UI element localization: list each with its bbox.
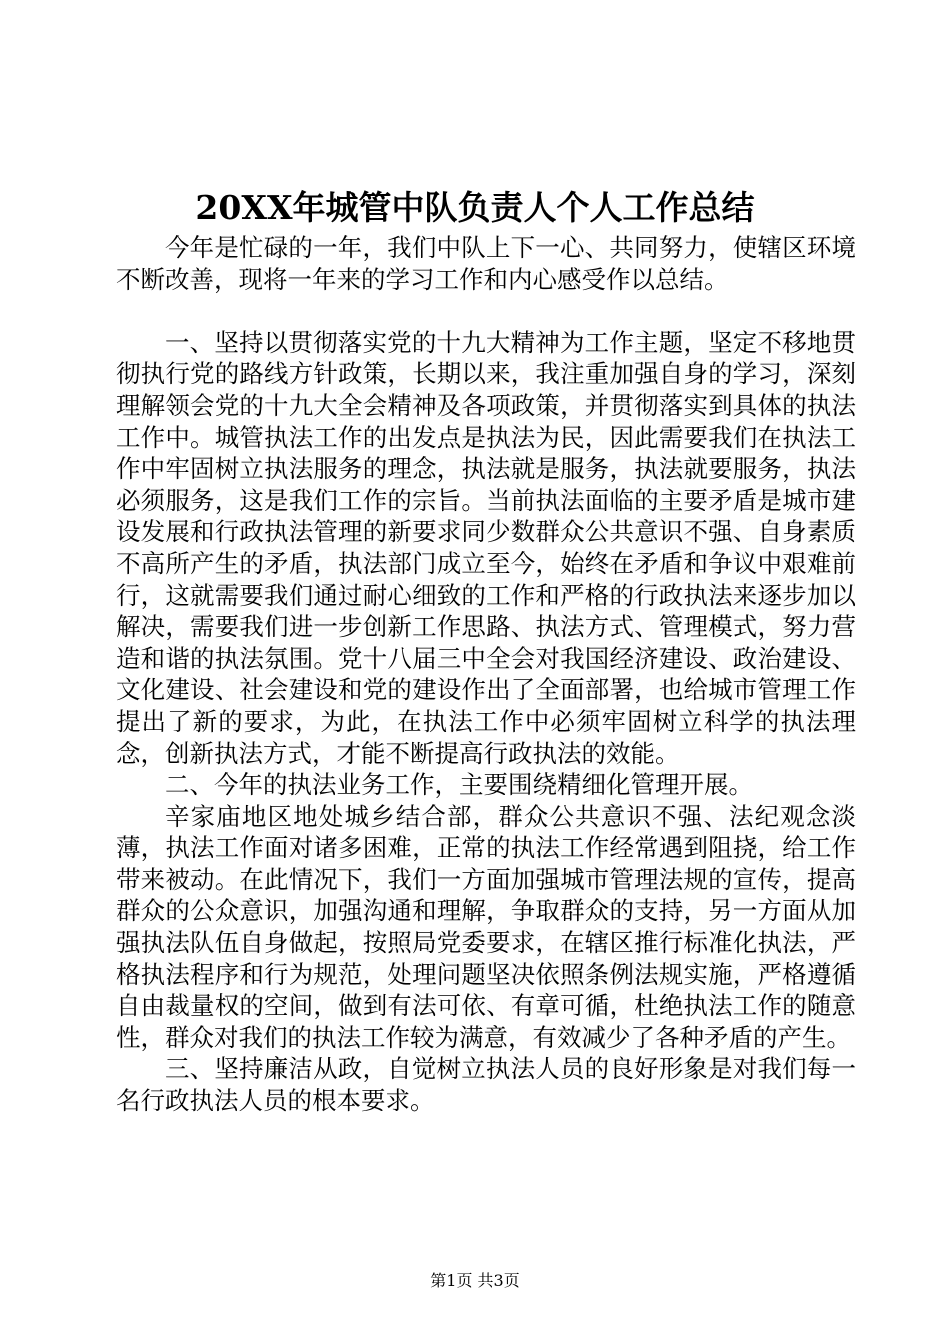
paragraph-section-2-heading: 二、今年的执法业务工作，主要围绕精细化管理开展。 (165, 770, 753, 800)
paragraph-section-3: 三、坚持廉洁从政，自觉树立执法人员的良好形象是对我们每一名行政执法人员的根本要求。 (116, 1054, 856, 1116)
paragraph-intro: 今年是忙碌的一年，我们中队上下一心、共同努力，使辖区环境不断改善，现将一年来的学习工作和内心感受作以总结。 (116, 233, 856, 294)
document-title: 20XX年城管中队负责人个人工作总结 (195, 188, 755, 227)
page-footer: 第1页 共3页 (430, 1271, 520, 1290)
paragraph-section-2-body: 辛家庙地区地处城乡结合部，群众公共意识不强、法纪观念淡薄，执法工作面对诸多困难，正常的执法工作经常遇到阻挠，给工作带来被动。在此情况下，我们一方面加强城市管理法规的宣传，提高群众的公众意识，加强沟通和理解，争取群众的支持，另一方面从加强执法队伍自身做起，按照局党委要求，在辖区推行标准化执法，严格执法程序和行为规范，处理问题坚决依照条例法规实施，严格遵循自由裁量权的空间，做到有法可依、有章可循，杜绝执法工作的随意性，群众对我们的执法工作较为满意，有效减少了各种矛盾的产生。 (116, 801, 856, 1052)
paragraph-section-1: 一、坚持以贯彻落实党的十九大精神为工作主题，坚定不移地贯彻执行党的路线方针政策，长期以来，我注重加强自身的学习，深刻理解领会党的十九大全会精神及各项政策，并贯彻落实到具体的执法工作中。城管执法工作的出发点是执法为民，因此需要我们在执法工作中牢固树立执法服务的理念，执法就是服务，执法就要服务，执法必须服务，这是我们工作的宗旨。当前执法面临的主要矛盾是城市建设发展和行政执法管理的新要求同少数群众公共意识不强、自身素质不高所产生的矛盾，执法部门成立至今，始终在矛盾和争议中艰难前行，这就需要我们通过耐心细致的工作和严格的行政执法来逐步加以解决，需要我们进一步创新工作思路、执法方式、管理模式，努力营造和谐的执法氛围。党十八届三中全会对我国经济建设、政治建设、文化建设、社会建设和党的建设作出了全面部署，也给城市管理工作提出了新的要求，为此，在执法工作中必须牢固树立科学的执法理念，创新执法方式，才能不断提高行政执法的效能。 (116, 327, 856, 768)
paragraph-gap (116, 295, 856, 327)
document-body (116, 232, 856, 1117)
